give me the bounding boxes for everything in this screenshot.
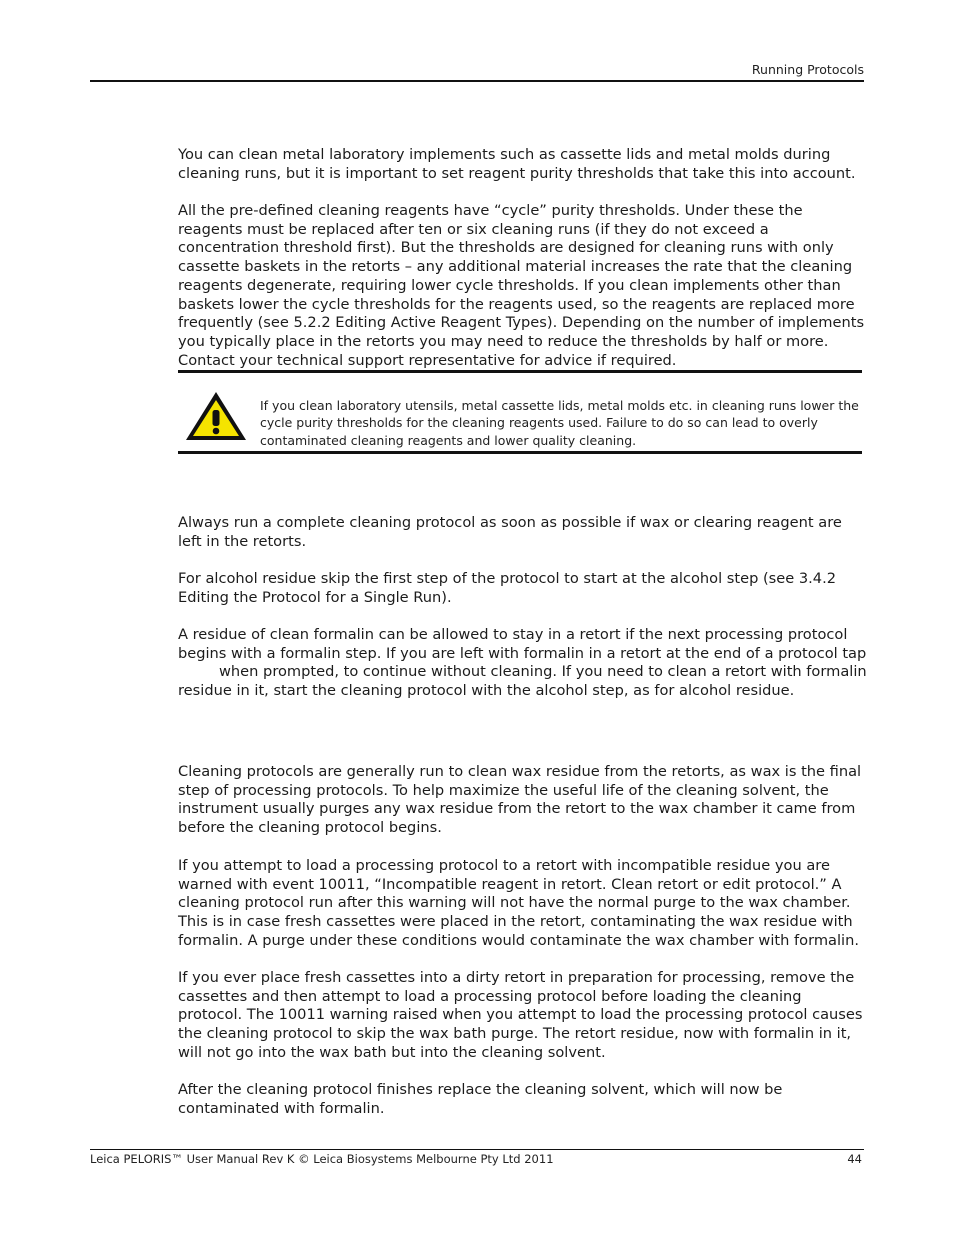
formalin-text-line-b: when prompted, to continue without cleaning. If you need to clean a retort with formalin	[219, 663, 867, 680]
formalin-text-line-c: residue in it, start the cleaning protocol with the alcohol step, as for alcohol residue.	[178, 682, 795, 699]
warning-text: If you clean laboratory utensils, metal cassette lids, metal molds etc. in cleaning runs lower the cycle purity thresholds for the cleaning reagents used. Failure to do so can lead to overly contaminated cleaning reagents and lower quality cleaning.	[260, 398, 859, 448]
warning-callout	[178, 370, 862, 454]
warning-triangle-icon	[184, 390, 248, 442]
footer-copyright: Leica PELORIS™ User Manual Rev K © Leica Biosystems Melbourne Pty Ltd 2011	[90, 1152, 554, 1166]
page-number: 44	[847, 1152, 862, 1166]
paragraph-run-cleaning: Always run a complete cleaning protocol as soon as possible if wax or clearing reagent are left in the retorts.	[178, 514, 842, 550]
paragraph-alcohol-residue: For alcohol residue skip the first step of the protocol to start at the alcohol step (see 3.4.2 Editing the Protocol for a Single Run).	[178, 570, 837, 606]
paragraph-incompatible-residue: If you attempt to load a processing protocol to a retort with incompatible residue you are warned with event 10011, “Incompatible reagent in retort. Clean retort or edit protocol.” A cleaning protocol run after this warning will not have the normal purge to the wax chamber. This is in case fresh cassettes were placed in the retort, contaminating the wax residue with formalin. A purge under these conditions would contaminate the wax chamber with formalin.	[178, 857, 859, 949]
paragraph-metal-implements: You can clean metal laboratory implements such as cassette lids and metal molds during cleaning runs, but it is important to set reagent purity thresholds that take this into account.	[178, 146, 856, 182]
header-divider	[90, 80, 864, 82]
paragraph-replace-solvent: After the cleaning protocol finishes replace the cleaning solvent, which will now be contaminated with formalin.	[178, 1081, 783, 1117]
header-section-title: Running Protocols	[751, 62, 864, 77]
paragraph-cycle-thresholds: All the pre-defined cleaning reagents have “cycle” purity thresholds. Under these the reagents must be replaced after ten or six cleaning runs (if they do not exceed a concentration threshold first). But the thresholds are designed for cleaning runs with only cassette baskets in the retorts – any additional material increases the rate that the cleaning reagents degenerate, requiring lower cycle thresholds. If you clean implements other than baskets lower the cycle thresholds for the reagents used, so the reagents are replaced more frequently (see 5.2.2 Editing Active Reagent Types). Depending on the number of implements you typically place in the retorts you may need to reduce the thresholds by half or more. Contact your technical support representative for advice if required.	[178, 202, 865, 369]
footer-divider	[90, 1149, 864, 1150]
paragraph-wax-residue: Cleaning protocols are generally run to clean wax residue from the retorts, as wax is the final step of processing protocols. To help maximize the useful life of the cleaning solvent, the instrument usually purges any wax residue from the retort to the wax chamber it came from before the cleaning protocol begins.	[178, 763, 862, 837]
paragraph-fresh-cassettes: If you ever place fresh cassettes into a dirty retort in preparation for processing, remove the cassettes and then attempt to load a processing protocol before loading the cleaning protocol. The 10011 warning raised when you attempt to load the processing protocol causes the cleaning protocol to skip the wax bath purge. The retort residue, now with formalin in it, will not go into the wax bath but into the cleaning solvent.	[178, 969, 863, 1061]
formalin-text-line-a: A residue of clean formalin can be allowed to stay in a retort if the next processing protocol begins with a formalin step. If you are left with formalin in a retort at the end of a protocol tap	[178, 626, 867, 662]
